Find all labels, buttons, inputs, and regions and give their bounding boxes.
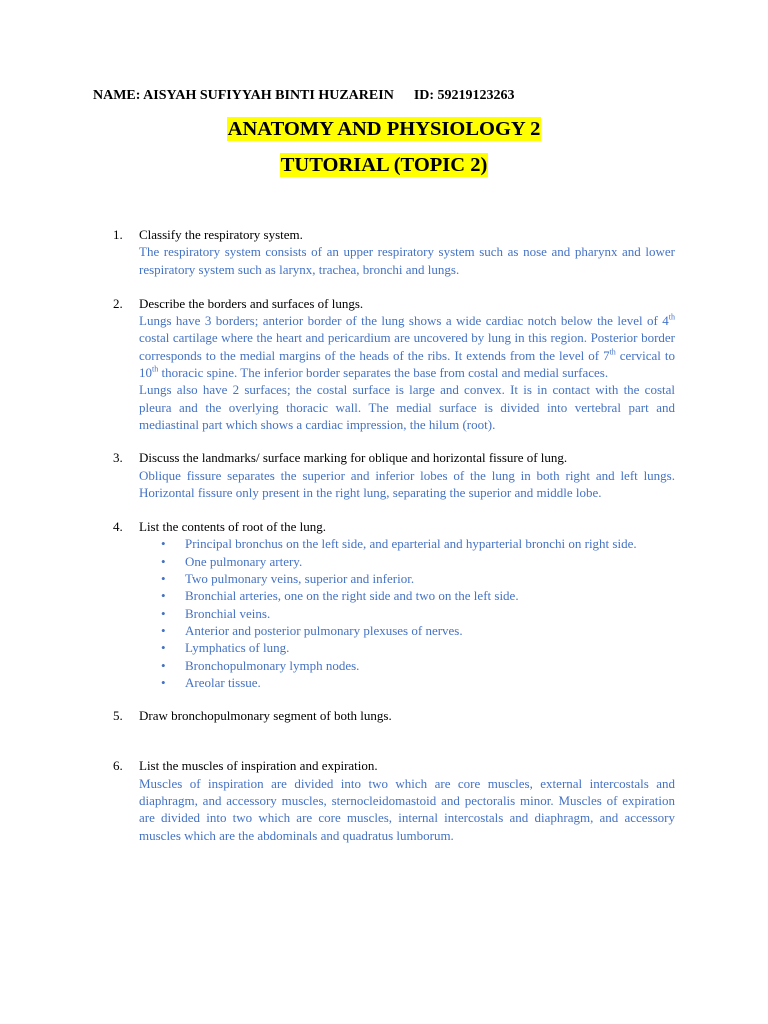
question-text: Describe the borders and surfaces of lungs. [139,295,364,311]
list-item: • Lymphatics of lung. [161,640,290,656]
bullet-icon: • [161,553,166,569]
answer-text: Muscles of inspiration are divided into two which are core muscles, external intercostals and diaphragm, and accessory muscles, sternocleidomastoid and pectoralis minor. Muscles of expiration are divided into two which are core muscles, internal intercostals and diaphragm, and accessory muscles which are the abdominals and quadratus lumborum. [139,775,675,843]
question-3 [113,449,675,501]
list-item: • Bronchial veins. [161,605,271,621]
question-number: 3. [113,450,123,466]
question-1 [113,226,675,278]
answer-borders: Lungs have 3 borders; anterior border of the lung shows a wide cardiac notch below the level of 4th costal cartilage where the heart and pericardium are uncovered by lung in this region. Posterior border corresponds to the medial margins of the heads of the ribs. It extends from the level of 7th cervical to 10th thoracic spine. The inferior border separates the base from costal and medial surfaces. [139,312,676,381]
bullet-icon: • [161,588,166,604]
list-item: • One pulmonary artery. [161,553,303,569]
bullet-icon: • [161,571,166,587]
list-item: • Anterior and posterior pulmonary plexuses of nerves. [161,622,463,638]
list-item: • Areolar tissue. [161,674,261,690]
bullet-icon: • [161,657,166,673]
root-contents-list [139,535,675,691]
question-text: List the contents of root of the lung. [139,519,327,535]
question-text: Discuss the landmarks/ surface marking for oblique and horizontal fissure of lung. [139,450,568,466]
student-name: NAME: AISYAH SUFIYYAH BINTI HUZAREIN [93,88,394,103]
question-number: 4. [113,519,123,535]
list-item: • Two pulmonary veins, superior and inferior. [161,571,415,587]
document-subtitle: TUTORIAL (TOPIC 2) [280,154,488,176]
question-4 [113,518,675,691]
bullet-icon: • [161,674,166,690]
answer-surfaces: Lungs also have 2 surfaces; the costal surface is large and convex. It is in contact with the costal pleura and the overlying thoracic wall. The medial surface is divided into vertebral part and mediastinal part which shows a cardiac impression, the hilum (root). [139,382,675,432]
question-text: Draw bronchopulmonary segment of both lungs. [139,708,392,724]
document-title: ANATOMY AND PHYSIOLOGY 2 [227,118,541,140]
list-item: • Bronchopulmonary lymph nodes. [161,657,360,673]
question-2 [113,295,675,433]
bullet-icon: • [161,622,166,638]
student-info-line [93,88,515,104]
question-number: 5. [113,708,123,724]
question-list [113,226,675,844]
question-number: 1. [113,227,123,242]
bullet-icon: • [161,605,166,621]
question-text: Classify the respiratory system. [139,227,303,242]
answer-text: Oblique fissure separates the superior and inferior lobes of the lung in both right and left lungs. Horizontal fissure only present in the right lung, separating the superior and middle lobe. [139,467,675,500]
question-number: 6. [113,758,123,774]
bullet-icon: • [161,640,166,656]
student-id: ID: 59219123263 [413,88,515,103]
list-item: • Bronchial arteries, one on the right side and two on the left side. [161,588,519,604]
list-item: • Principal bronchus on the left side, and eparterial and hyparterial bronchi on right side. [161,536,637,552]
question-6 [113,757,675,843]
answer-text: The respiratory system consists of an upper respiratory system such as nose and pharynx and lower respiratory system such as larynx, trachea, bronchi and lungs. [139,244,675,277]
question-number: 2. [113,295,123,311]
question-text: List the muscles of inspiration and expiration. [139,758,378,774]
question-5 [113,707,675,724]
bullet-icon: • [161,536,166,552]
